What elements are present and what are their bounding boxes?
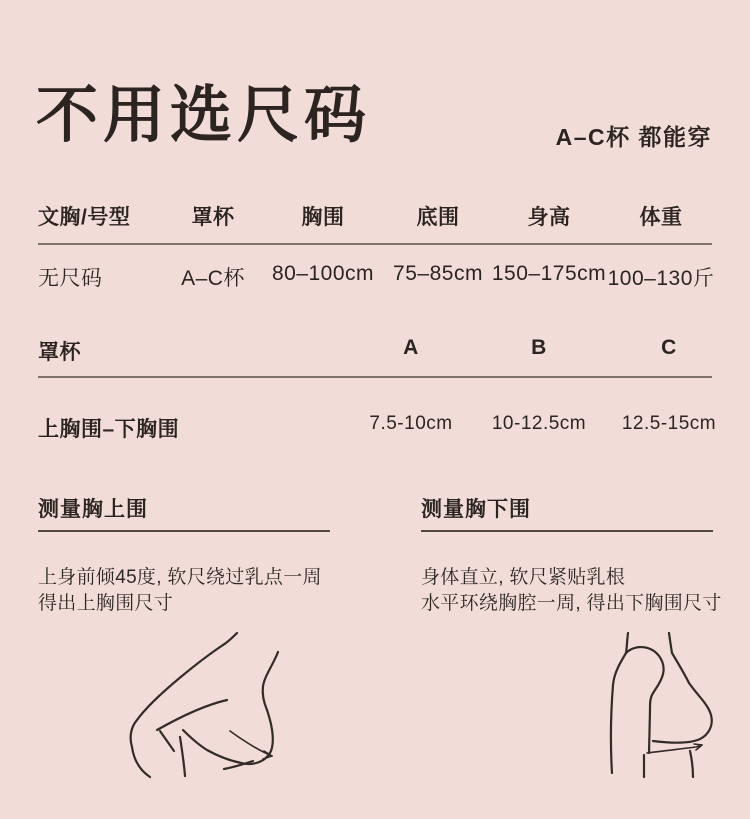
divider bbox=[38, 243, 712, 245]
instruction-text bbox=[421, 565, 722, 617]
cup-range-value: 7.5-10cm bbox=[369, 413, 453, 434]
cup-letter: C bbox=[661, 336, 677, 359]
size-table-value-cell: 80–100cm bbox=[271, 262, 375, 285]
page-subtitle: A–C杯 都能穿 bbox=[555, 124, 712, 150]
size-table-header-cell: 文胸/号型 bbox=[38, 206, 131, 229]
cup-letter: A bbox=[403, 336, 419, 359]
cup-letter: B bbox=[531, 336, 547, 359]
section-underline bbox=[38, 530, 330, 532]
cup-table-label: 罩杯 bbox=[38, 341, 81, 364]
size-table-value-cell: 无尺码 bbox=[38, 267, 103, 290]
section-title: 测量胸下围 bbox=[421, 498, 531, 521]
size-table-value-cell: 100–130斤 bbox=[607, 267, 715, 290]
instruction-line: 得出上胸围尺寸 bbox=[38, 593, 174, 614]
section-title: 测量胸上围 bbox=[38, 498, 148, 521]
size-table-header-cell: 胸围 bbox=[301, 206, 345, 229]
standing-figure-illustration bbox=[600, 625, 725, 783]
divider bbox=[38, 376, 712, 378]
instruction-line: 身体直立, 软尺紧贴乳根 bbox=[421, 567, 626, 588]
instruction-text bbox=[38, 565, 322, 617]
size-table-value-cell: 75–85cm bbox=[393, 262, 483, 285]
size-table-header-cell: 罩杯 bbox=[191, 206, 235, 229]
size-table-header-cell: 身高 bbox=[527, 206, 571, 229]
section-underline bbox=[421, 530, 713, 532]
page-title: 不用选尺码 bbox=[36, 81, 372, 150]
size-table-header-cell: 体重 bbox=[639, 206, 683, 229]
size-table-value-cell: A–C杯 bbox=[181, 267, 245, 290]
size-table-value-cell: 150–175cm bbox=[491, 262, 607, 285]
size-table-header-cell: 底围 bbox=[416, 206, 460, 229]
cup-range-value: 10-12.5cm bbox=[491, 413, 587, 434]
leaning-figure-illustration bbox=[120, 625, 290, 783]
instruction-line: 水平环绕胸腔一周, 得出下胸围尺寸 bbox=[421, 593, 722, 614]
cup-row-label: 上胸围–下胸围 bbox=[38, 418, 180, 441]
cup-range-value: 12.5-15cm bbox=[621, 413, 717, 434]
instruction-line: 上身前倾45度, 软尺绕过乳点一周 bbox=[38, 567, 322, 588]
